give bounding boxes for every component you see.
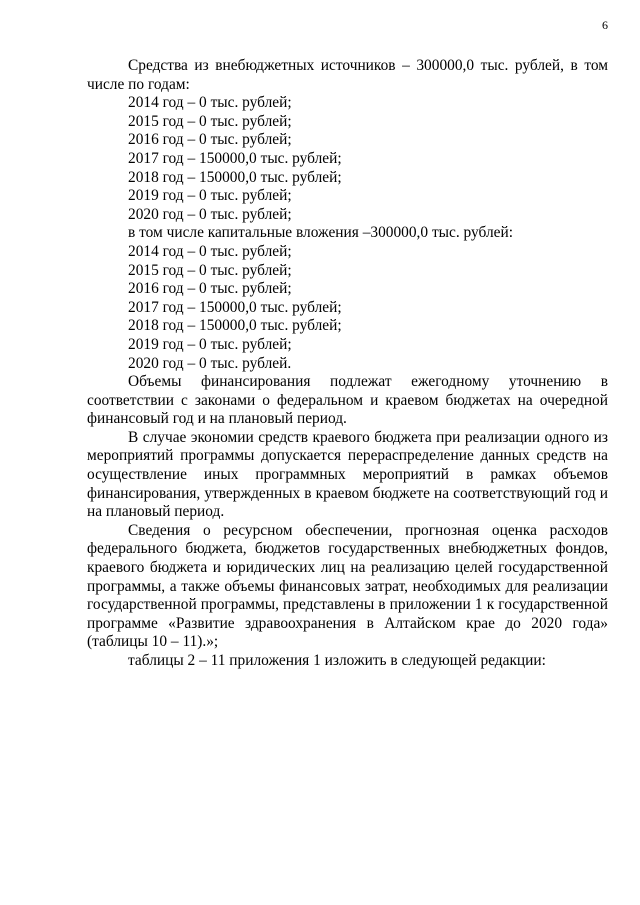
page-number: 6 xyxy=(602,18,608,32)
paragraph-tables-amendment: таблицы 2 – 11 приложения 1 изложить в следующей редакции: xyxy=(128,652,546,669)
offbudget-year-line: 2018 год – 150000,0 тыс. рублей; xyxy=(128,168,342,186)
capital-year-line: 2018 год – 150000,0 тыс. рублей; xyxy=(128,317,342,335)
offbudget-year-line: 2019 год – 0 тыс. рублей; xyxy=(128,187,292,205)
capital-year-line: 2019 год – 0 тыс. рублей; xyxy=(128,335,292,353)
paragraph-offbudget-funds: Средства из внебюджетных источников – 300000,0 тыс. рублей, в том числе по годам: xyxy=(87,57,608,93)
offbudget-years-list xyxy=(87,94,608,373)
paragraph-resource-provision: Сведения о ресурсном обеспечении, прогнозная оценка расходов федерального бюджета, бюджетов государственных внебюджетных фондов, краевого бюджета и юридических лиц на реализацию целей государственной программы, а также объемы финансовых затрат, необходимых для реализации государственной программы, представлены в приложении 1 к государственной программе «Развитие здравоохранения в Алтайском крае до 2020 года» (таблицы 10 – 11).»; xyxy=(87,521,608,651)
capital-year-line: 2020 год – 0 тыс. рублей. xyxy=(128,354,292,372)
capital-year-line: 2017 год – 150000,0 тыс. рублей; xyxy=(128,298,342,316)
offbudget-year-line: 2014 год – 0 тыс. рублей; xyxy=(128,94,292,112)
offbudget-year-line: 2015 год – 0 тыс. рублей; xyxy=(128,112,292,130)
capital-investments-heading: в том числе капитальные вложения –300000,0 тыс. рублей: xyxy=(128,224,513,242)
paragraph-budget-savings: В случае экономии средств краевого бюджета при реализации одного из мероприятий программы допускается перераспределение данных средств на осуществление иных программных мероприятий в рамках объемов финансирования, утвержденных в краевом бюджете на соответствующий год и на плановый период. xyxy=(87,428,608,521)
document-body xyxy=(87,57,608,671)
paragraph-funding-volumes: Объемы финансирования подлежат ежегодному уточнению в соответствии с законами о федеральном и краевом бюджетах на очередной финансовый год и на плановый период. xyxy=(87,373,608,428)
capital-year-line: 2015 год – 0 тыс. рублей; xyxy=(128,261,292,279)
offbudget-year-line: 2016 год – 0 тыс. рублей; xyxy=(128,131,292,149)
offbudget-year-line: 2020 год – 0 тыс. рублей; xyxy=(128,205,292,223)
capital-year-line: 2014 год – 0 тыс. рублей; xyxy=(128,242,292,260)
offbudget-year-line: 2017 год – 150000,0 тыс. рублей; xyxy=(128,149,342,167)
capital-year-line: 2016 год – 0 тыс. рублей; xyxy=(128,280,292,298)
